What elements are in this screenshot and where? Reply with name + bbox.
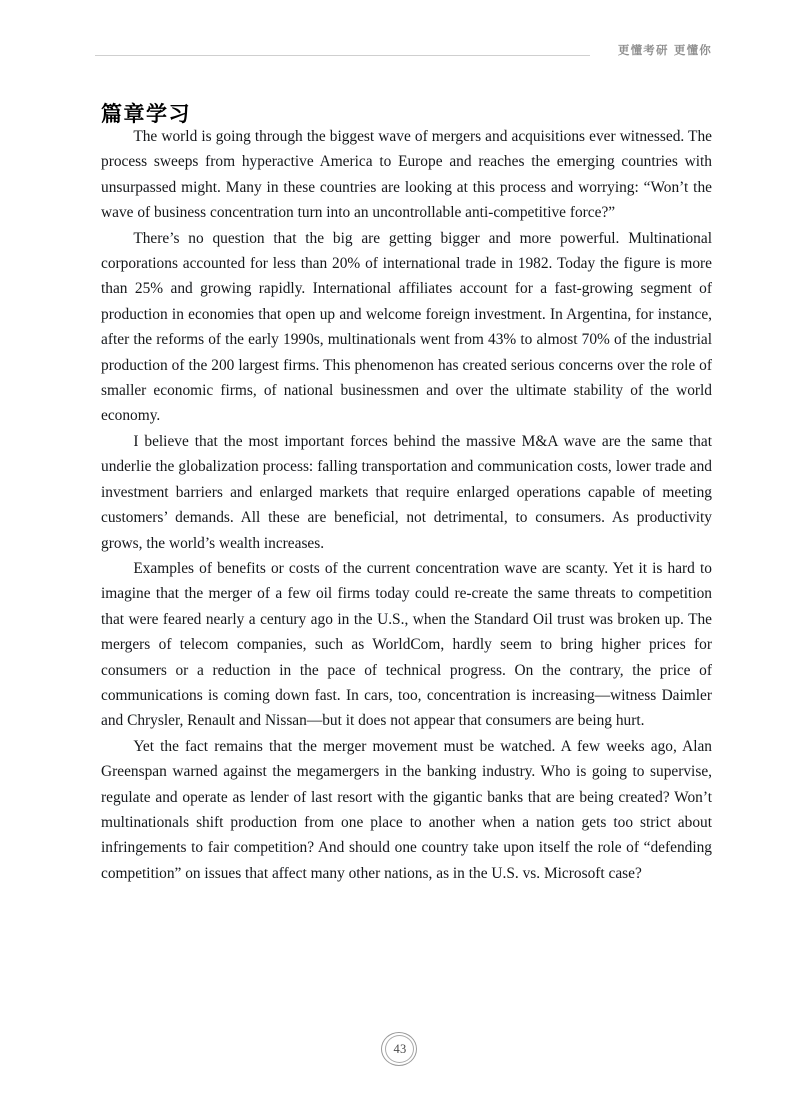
section-heading: 篇章学习 bbox=[101, 102, 191, 127]
running-header bbox=[0, 40, 800, 70]
paragraph-2: There’s no question that the big are getting bigger and more powerful. Multinational corporations accounted for less than 20% of international trade in 1982. Today the figure is more than 25% and growing rapidly. International affiliates account for a fast-growing segment of production in economies that open up and welcome foreign investment. In Argentina, for instance, after the reforms of the early 1990s, multinationals went from 43% to almost 70% of the industrial production of the 200 largest firms. This phenomenon has created serious concerns over the role of smaller economic firms, of national businessmen and over the ultimate stability of the world economy. bbox=[101, 229, 712, 425]
paragraph-5: Yet the fact remains that the merger movement must be watched. A few weeks ago, Alan Greenspan warned against the megamergers in the banking industry. Who is going to supervise, regulate and operate as lender of last resort with the gigantic banks that are being created? Won’t multinationals shift production from one place to another when a nation gets too strict about infringements to fair competition? And should one country take upon itself the role of “defending competition” on issues that affect many other nations, as in the U.S. vs. Microsoft case? bbox=[101, 737, 712, 882]
paragraph-3: I believe that the most important forces behind the massive M&A wave are the same that underlie the globalization process: falling transportation and communication costs, lower trade and investment barriers and enlarged markets that require enlarged operations capable of meeting customers’ demands. All these are beneficial, not detrimental, to consumers. As productivity grows, the world’s wealth increases. bbox=[101, 432, 712, 552]
page-number: 43 bbox=[393, 1042, 407, 1057]
page-footer bbox=[0, 1030, 800, 1070]
paragraph-1: The world is going through the biggest wave of mergers and acquisitions ever witnessed. The process sweeps from hyperactive America to Europe and reaches the emerging countries with unsurpassed might. Many in these countries are looking at this process and worrying: “Won’t the wave of business concentration turn into an uncontrollable anti-competitive force?” bbox=[101, 128, 712, 222]
running-header-title: 更懂考研 更懂你 bbox=[617, 43, 712, 57]
paragraph-4: Examples of benefits or costs of the current concentration wave are scanty. Yet it is hard to imagine that the merger of a few oil firms today could re-create the same threats to competition that were feared nearly a century ago in the U.S., when the Standard Oil trust was broken up. The mergers of telecom companies, such as WorldCom, hardly seem to bring higher prices for consumers or a reduction in the pace of technical progress. On the contrary, the price of communications is coming down fast. In cars, too, concentration is increasing—witness Daimler and Chrysler, Renault and Nissan—but it does not appear that consumers are being hurt. bbox=[101, 559, 712, 730]
header-rule-divider bbox=[95, 55, 590, 56]
page-number-badge bbox=[378, 1030, 422, 1070]
article-body bbox=[101, 124, 712, 886]
